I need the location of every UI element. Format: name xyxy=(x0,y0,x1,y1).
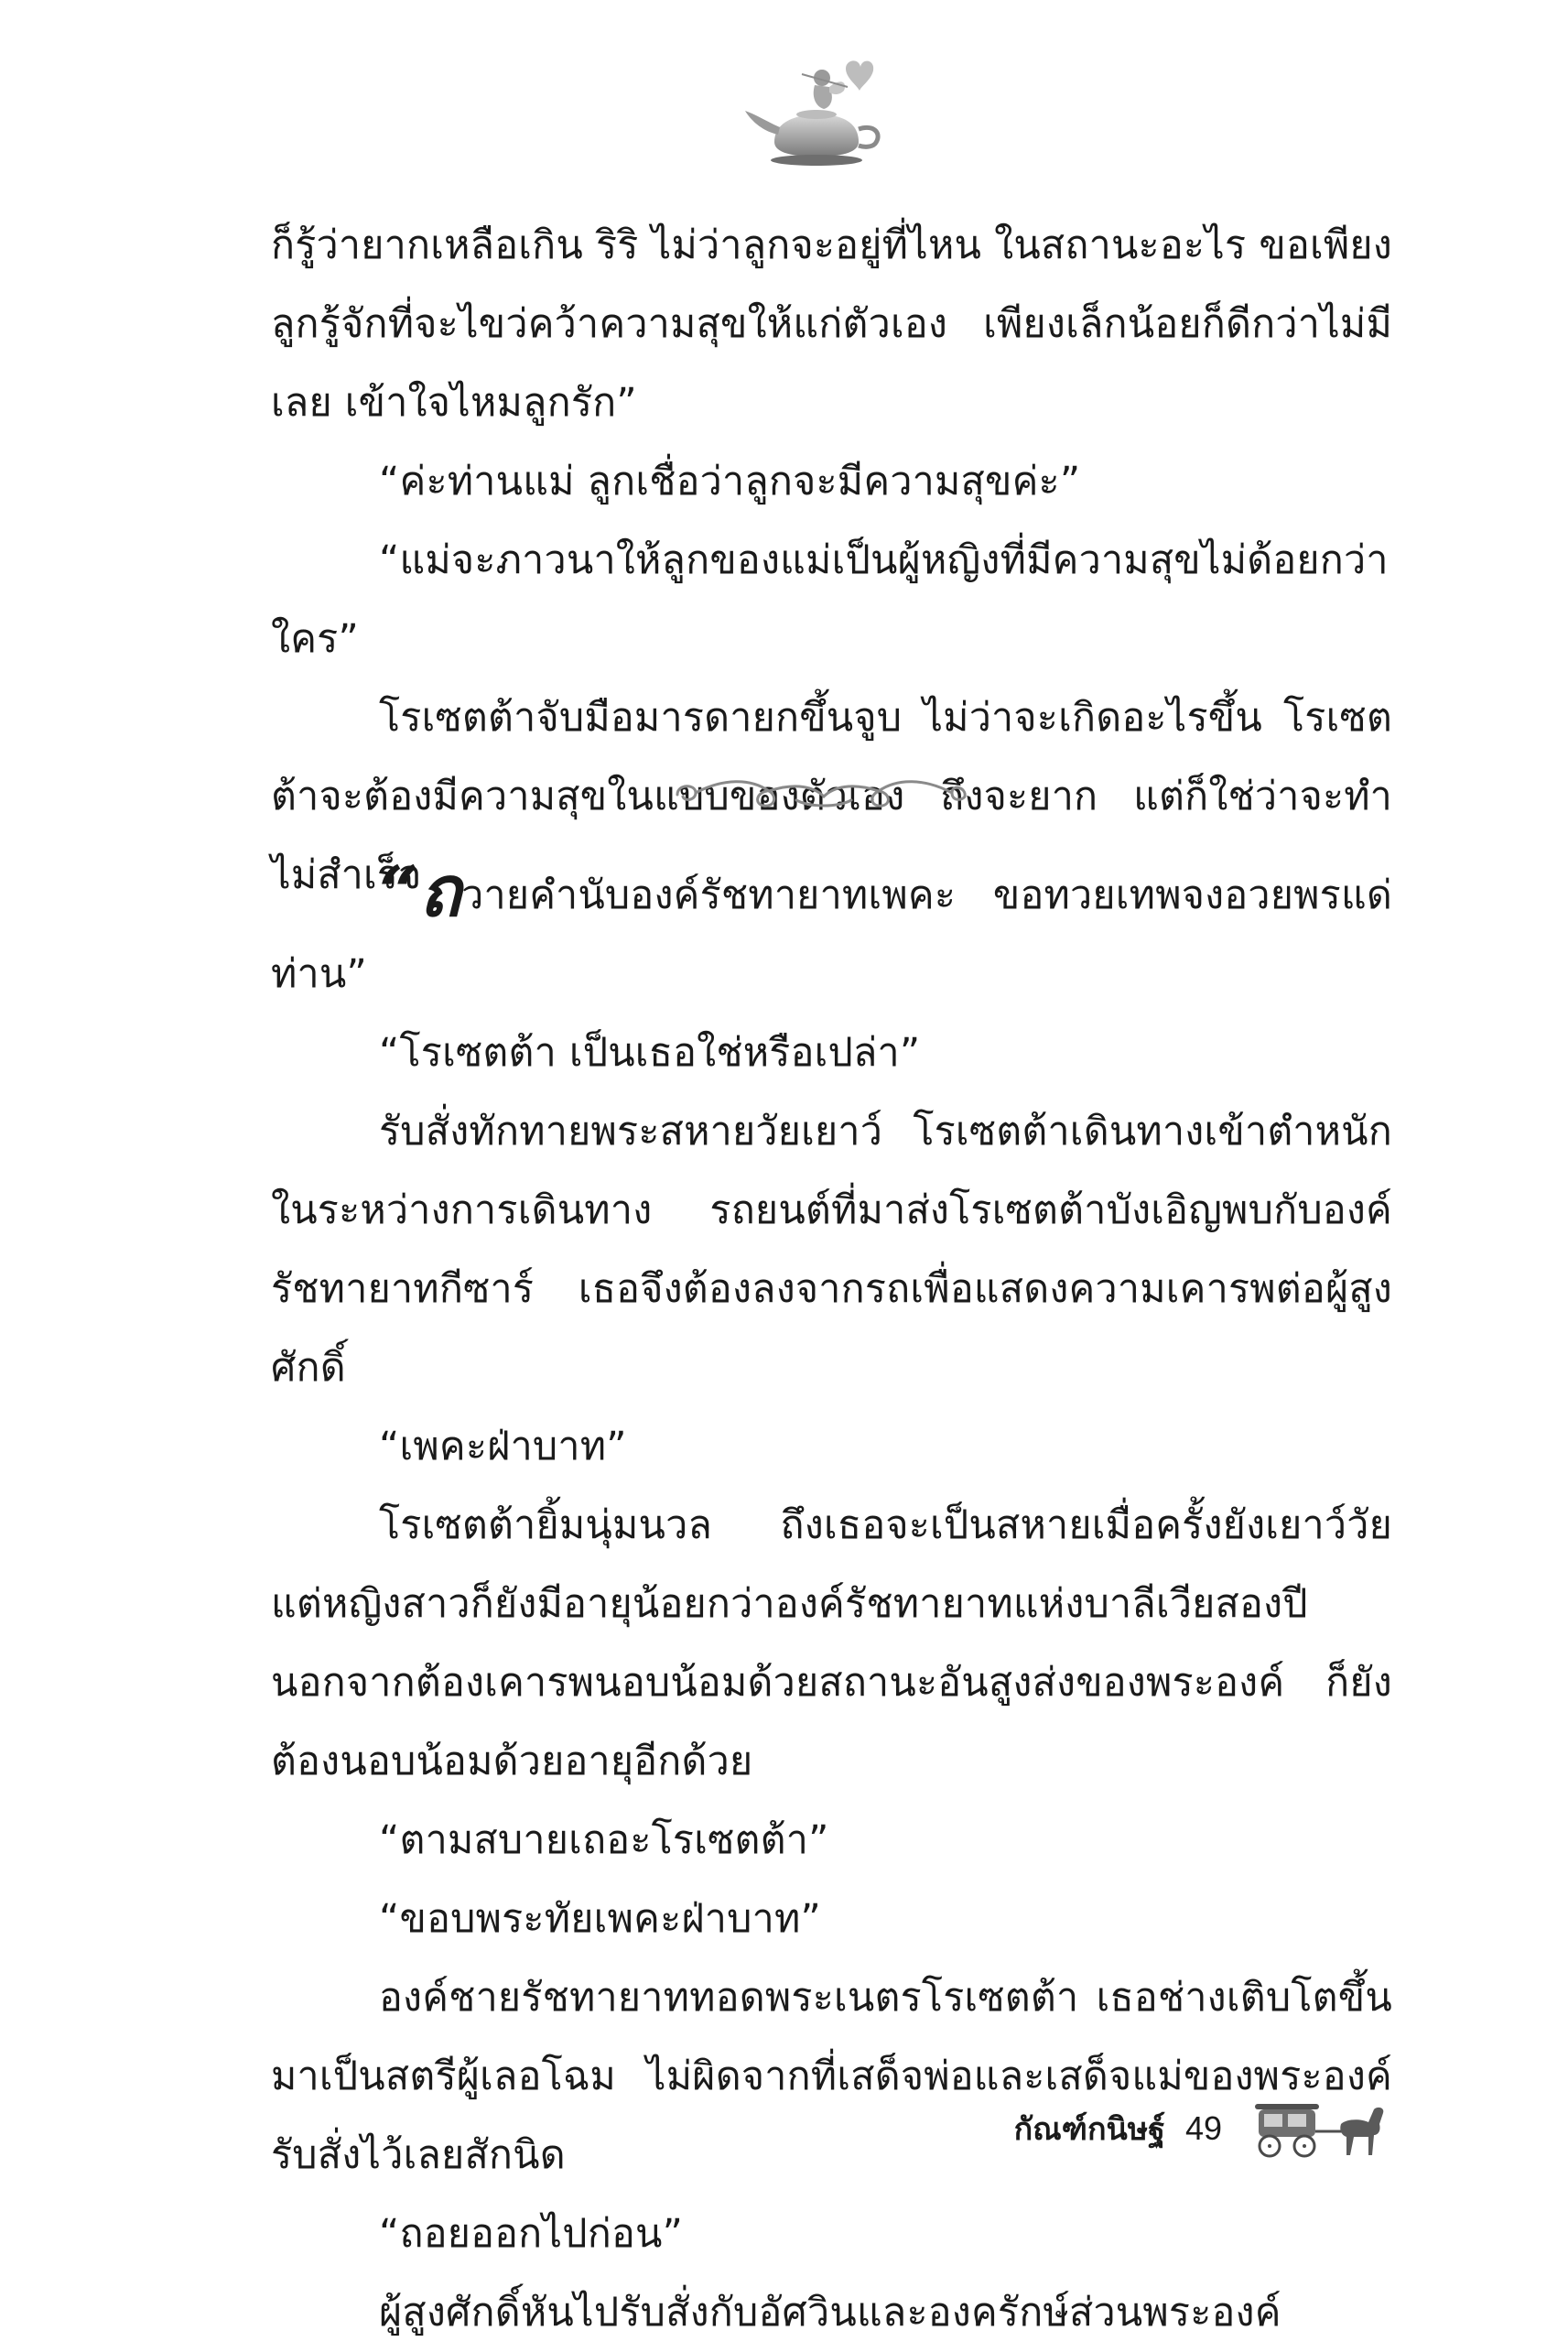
paragraph: “โรเซตต้า เป็นเธอใช่หรือเปล่า” xyxy=(379,1030,921,1076)
paragraph: โรเซตต้าจับมือมารดายกขึ้นจูบ ไม่ว่าจะเกิดอะไรขึ้น โรเซตต้าจะต้องมีความสุขในแบบของตัวเอง ถึงจะยาก แต่ก็ใช่ว่าจะทำไม่สำเร็จ xyxy=(271,695,1392,898)
opening-paragraph xyxy=(271,851,1392,1013)
paragraph: ก็รู้ว่ายากเหลือเกิน ริริ ไม่ว่าลูกจะอยู่ที่ไหน ในสถานะอะไร ขอเพียงลูกรู้จักที่จะไขว่คว้าความสุขให้แก่ตัวเอง เพียงเล็กน้อยก็ดีกว่าไม่มีเลย เข้าใจไหมลูกรัก” xyxy=(271,222,1392,426)
paragraph: “ตามสบายเถอะโรเซตต้า” xyxy=(379,1817,829,1863)
drop-cap: “ถ xyxy=(379,851,462,932)
flourish-ornament-icon xyxy=(659,760,989,824)
opening-text: วายคำนับองค์รัชทายาทเพคะ ขอทวยเทพจงอวยพรแด่ท่าน” xyxy=(271,873,1392,997)
paragraph: รับสั่งทักทายพระสหายวัยเยาว์ โรเซตต้าเดินทางเข้าตำหนักในระหว่างการเดินทาง รถยนต์ที่มาส่งโรเซตต้าบังเอิญพบกับองค์รัชทายาทกีซาร์ เธอจึงต้องลงจากรถเพื่อแสดงความเคารพต่อผู้สูงศักดิ์ xyxy=(271,1109,1392,1391)
paragraph: โรเซตต้ายิ้มนุ่มนวล ถึงเธอจะเป็นสหายเมื่อครั้งยังเยาว์วัย แต่หญิงสาวก็ยังมีอายุน้อยกว่าองค์รัชทายาทแห่งบาลีเวียสองปี นอกจากต้องเคารพนอบน้อมด้วยสถานะอันสูงส่งของพระองค์ ก็ยังต้องนอบน้อมด้วยอายุอีกด้วย xyxy=(271,1502,1392,1784)
paragraph: “ขอบพระทัยเพคะฝ่าบาท” xyxy=(379,1896,821,1942)
horse-carriage-icon xyxy=(1251,2097,1389,2161)
paragraph: “แม่จะภาวนาให้ลูกของแม่เป็นผู้หญิงที่มีความสุขไม่ด้อยกว่าใคร” xyxy=(271,537,1389,662)
page-number: 49 xyxy=(1184,2109,1222,2147)
paragraph: ผู้สูงศักดิ์หันไปรับสั่งกับอัศวินและองครักษ์ส่วนพระองค์ xyxy=(379,2290,1281,2336)
teapot-cupid-icon xyxy=(738,50,893,169)
paragraph: “ค่ะท่านแม่ ลูกเชื่อว่าลูกจะมีความสุขค่ะ” xyxy=(379,459,1081,504)
book-title: กัณฑ์กนิษฐ์ xyxy=(1013,2111,1165,2148)
paragraph: องค์ชายรัชทายาททอดพระเนตรโรเซตต้า เธอช่างเติบโตขึ้นมาเป็นสตรีผู้เลอโฉม ไม่ผิดจากที่เสด็จพ่อและเสด็จแม่ของพระองค์รับสั่งไว้เลยสักนิด xyxy=(271,1975,1392,2178)
paragraph: “เพคะฝ่าบาท” xyxy=(379,1424,627,1469)
page-footer xyxy=(1014,2097,1389,2161)
paragraph: “ถอยออกไปก่อน” xyxy=(379,2211,684,2257)
